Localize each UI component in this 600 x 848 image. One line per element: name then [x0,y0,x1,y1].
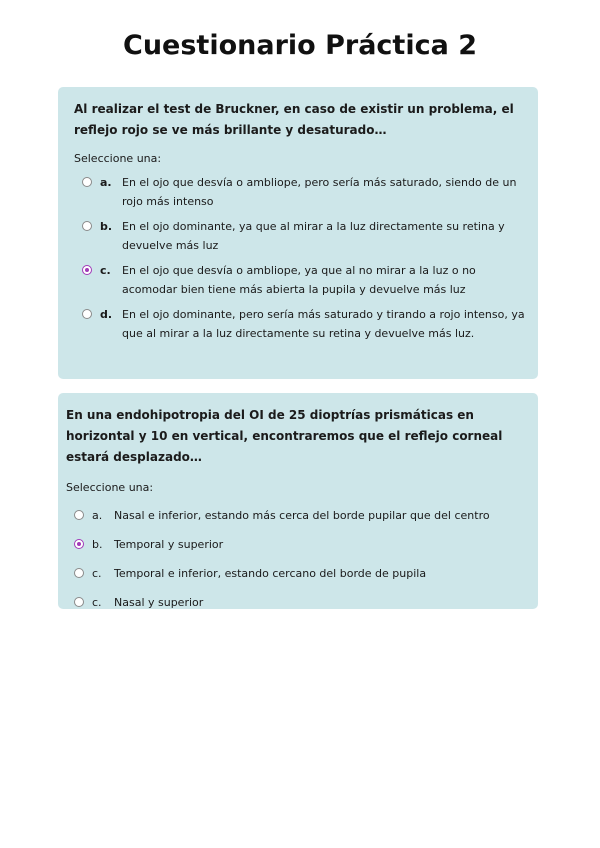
page-title: Cuestionario Práctica 2 [123,30,477,61]
radio-button[interactable] [82,265,92,275]
option-text: En el ojo que desvía o ambliope, ya que al no mirar a la luz o no acomodar bien tiene más abierta la pupila y devuelve más luz [122,264,476,296]
answer-option-a[interactable] [74,506,524,525]
select-prompt: Seleccione una: [66,481,154,494]
option-text: Temporal y superior [114,538,224,551]
option-text: En el ojo que desvía o ambliope, pero sería más saturado, siendo de un rojo más intenso [122,176,517,208]
option-letter: d. [100,308,113,321]
question-text: Al realizar el test de Bruckner, en caso de existir un problema, el reflejo rojo se ve más brillante y desaturado… [74,102,514,137]
answer-option-c[interactable] [82,261,526,299]
answer-option-d[interactable] [82,305,526,343]
answer-option-b[interactable] [82,217,526,255]
option-letter: a. [100,176,112,189]
radio-button[interactable] [74,568,84,578]
option-letter: b. [92,538,103,551]
radio-button[interactable] [82,221,92,231]
question-card-2 [58,393,538,609]
radio-button[interactable] [74,510,84,520]
option-text: Nasal y superior [114,596,204,609]
question-card-1 [58,87,538,379]
answer-option-d[interactable] [74,593,524,612]
option-letter: a. [92,509,103,522]
question-text: En una endohipotropia del OI de 25 dioptrías prismáticas en horizontal y 10 en vertical, encontraremos que el reflejo corneal estará desplazado… [66,408,503,464]
option-letter: c. [100,264,111,277]
option-text: En el ojo dominante, ya que al mirar a la luz directamente su retina y devuelve más luz [122,220,505,252]
option-letter: c. [92,567,102,580]
option-letter: c. [92,596,102,609]
answer-option-c[interactable] [74,564,524,583]
option-text: Nasal e inferior, estando más cerca del borde pupilar que del centro [114,509,490,522]
option-text: Temporal e inferior, estando cercano del borde de pupila [114,567,427,580]
option-letter: b. [100,220,113,233]
option-text: En el ojo dominante, pero sería más saturado y tirando a rojo intenso, ya que al mirar a la luz directamente su retina y devuelve más luz. [122,308,525,340]
answer-option-a[interactable] [82,173,526,211]
radio-button[interactable] [82,177,92,187]
radio-button[interactable] [74,539,84,549]
radio-button[interactable] [82,309,92,319]
radio-button[interactable] [74,597,84,607]
answer-option-b[interactable] [74,535,524,554]
select-prompt: Seleccione una: [74,152,162,165]
